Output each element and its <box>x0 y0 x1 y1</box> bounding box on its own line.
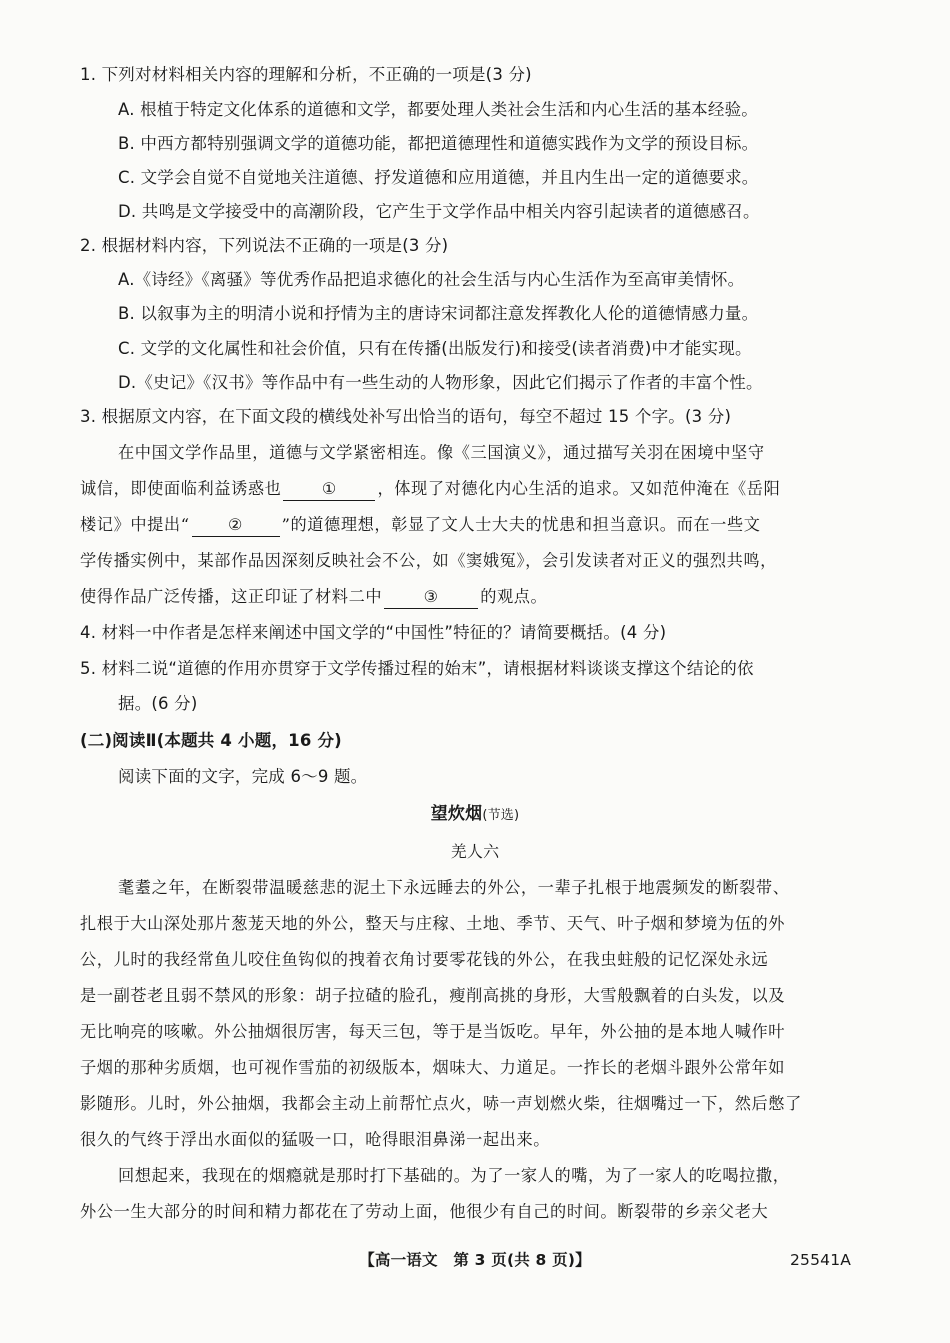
q3-passage-line <box>80 477 780 501</box>
q2-option-d: D.《史记》《汉书》等作品中有一些生动的人物形象，因此它们揭示了作者的丰富个性。 <box>118 373 763 392</box>
section-instruction: 阅读下面的文字，完成 6～9 题。 <box>118 767 368 786</box>
article-title-text: 望炊烟 <box>430 804 483 824</box>
article-line: 子烟的那种劣质烟，也可视作雪茄的初级版本，烟味大、力道足。一拃长的老烟斗跟外公常年如 <box>80 1058 786 1077</box>
q3-text: ，体现了对德化内心生活的追求。又如范仲淹在《岳阳 <box>377 479 781 498</box>
q5-stem-line2: 据。(6 分) <box>118 694 198 713</box>
article-author: 羌人六 <box>450 842 500 861</box>
q3-text: 的观点。 <box>480 587 548 606</box>
article-line: 回想起来，我现在的烟瘾就是那时打下基础的。为了一家人的嘴，为了一家人的吃喝拉撒， <box>118 1166 790 1185</box>
q2-option-b: B. 以叙事为主的明清小说和抒情为主的唐诗宋词都注意发挥教化人伦的道德情感力量。 <box>118 304 759 323</box>
article-line: 很久的气终于浮出水面似的猛吸一口，呛得眼泪鼻涕一起出来。 <box>80 1130 551 1149</box>
article-title <box>0 802 950 828</box>
q1-option-a: A. 根植于特定文化体系的道德和文学，都要处理人类社会生活和内心生活的基本经验。 <box>118 100 758 119</box>
q1-stem: 1. 下列对材料相关内容的理解和分析，不正确的一项是(3 分) <box>80 65 532 84</box>
q3-blank-2: ② <box>192 514 280 537</box>
q3-text: 使得作品广泛传播，这正印证了材料二中 <box>80 587 383 606</box>
q4-stem: 4. 材料一中作者是怎样来阐述中国文学的“中国性”特征的？请简要概括。(4 分) <box>80 623 667 642</box>
q5-stem-line1: 5. 材料二说“道德的作用亦贯穿于文学传播过程的始末”，请根据材料谈谈支撑这个结论的依 <box>80 659 754 678</box>
q3-text: 诚信，即使面临利益诱惑也 <box>80 479 282 498</box>
section-heading: (二)阅读Ⅱ(本题共 4 小题，16 分) <box>80 731 342 750</box>
q2-stem: 2. 根据材料内容，下列说法不正确的一项是(3 分) <box>80 236 449 255</box>
article-line: 无比响亮的咳嗽。外公抽烟很厉害，每天三包，等于是当饭吃。早年，外公抽的是本地人喊作叶 <box>80 1022 786 1041</box>
q3-text: 楼记》中提出“ <box>80 515 190 534</box>
q2-option-a: A.《诗经》《离骚》等优秀作品把追求德化的社会生活与内心生活作为至高审美情怀。 <box>118 270 745 289</box>
q3-blank-3: ③ <box>384 586 478 609</box>
article-line: 外公一生大部分的时间和精力都花在了劳动上面，他很少有自己的时间。断裂带的乡亲父老大 <box>80 1202 769 1221</box>
page-footer-code: 25541A <box>790 1251 852 1269</box>
article-title-note: (节选) <box>482 808 520 823</box>
q2-option-c: C. 文学的文化属性和社会价值，只有在传播(出版发行)和接受(读者消费)中才能实现。 <box>118 339 752 358</box>
article-line: 公，儿时的我经常鱼儿咬住鱼钩似的拽着衣角讨要零花钱的外公，在我虫蛀般的记忆深处永远 <box>80 950 769 969</box>
q1-option-b: B. 中西方都特别强调文学的道德功能，都把道德理性和道德实践作为文学的预设目标。 <box>118 134 759 153</box>
q3-passage-line: 学传播实例中，某部作品因深刻反映社会不公，如《窦娥冤》，会引发读者对正义的强烈共鸣， <box>80 551 777 570</box>
q3-text: ”的道德理想，彰显了文人士大夫的忧患和担当意识。而在一些文 <box>281 515 761 534</box>
q3-blank-1: ① <box>283 478 375 501</box>
q1-option-d: D. 共鸣是文学接受中的高潮阶段，它产生于文学作品中相关内容引起读者的道德感召。 <box>118 202 760 221</box>
page-footer-label: 【高一语文 第 3 页(共 8 页)】 <box>359 1251 591 1269</box>
article-line: 耄耋之年，在断裂带温暖慈悲的泥土下永远睡去的外公，一辈子扎根于地震频发的断裂带、 <box>118 878 790 897</box>
q1-option-c: C. 文学会自觉不自觉地关注道德、抒发道德和应用道德，并且内生出一定的道德要求。 <box>118 168 759 187</box>
article-line: 是一副苍老且弱不禁风的形象：胡子拉碴的脸孔，瘦削高挑的身形，大雪般飘着的白头发，以及 <box>80 986 786 1005</box>
q3-passage-line <box>80 513 761 537</box>
q3-passage-line: 在中国文学作品里，道德与文学紧密相连。像《三国演义》，通过描写关羽在困境中坚守 <box>118 443 765 462</box>
article-line: 扎根于大山深处那片葱茏天地的外公，整天与庄稼、土地、季节、天气、叶子烟和梦境为伍的外 <box>80 914 786 933</box>
q3-passage-line <box>80 585 547 609</box>
q3-stem: 3. 根据原文内容，在下面文段的横线处补写出恰当的语句，每空不超过 15 个字。(3 分) <box>80 407 732 426</box>
article-line: 影随形。儿时，外公抽烟，我都会主动上前帮忙点火，哧一声划燃火柴，往烟嘴过一下，然后憋了 <box>80 1094 802 1113</box>
